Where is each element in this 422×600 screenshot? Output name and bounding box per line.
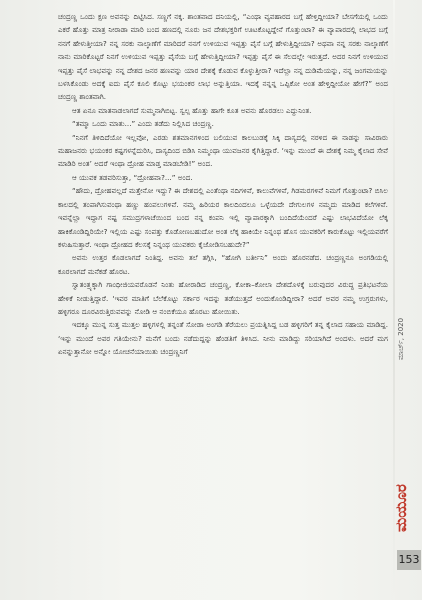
issue-date: ಮಾರ್ಚ್, 2020 <box>397 317 405 360</box>
paragraph-3: “ತಮ್ಮಾ ಒಂದು ಮಾತು...” ಎಂದು ತಡೆದು ನಿಲ್ಲಿಸಿದ ಚಂದ್ರಣ್ಣ. <box>72 119 214 129</box>
magazine-logo: ಮಯೂರ <box>392 484 410 532</box>
paragraph-5: ಆ ಯುವಕ ತಡವರಿಸುತ್ತಾ, “ದ್ರೋಹವಾ?...” ಅಂದ. <box>72 172 193 182</box>
paragraph-2: ಆತ ಏನೂ ಮಾತನಾಡಲಾಗದೆ ಸುಮ್ಮನಾಗಿಬಿಟ್ಟ. ಸ್ವಲ್ಪ ಹೊತ್ತು ಹಾಗೇ ಕೂತ ಅವನು ಹೊರಡಲು ಎದ್ದುನಿಂತ. <box>72 105 312 115</box>
paragraph-9: ಇದಕ್ಕೂ ಮುನ್ನ ಸುತ್ತ ಮುತ್ತಲ ಹಳ್ಳಿಗಳಲ್ಲಿ ತನ್ನಂತೆ ಸೋಡಾ ಅಂಗಡಿ ತೆರೆಯಲು ಪ್ರಯತ್ನಿಸಿದ್ದ ಬಡ ಹಳ್ಳಿಗರಿಗೆ ತನ್ನ ಕೈಲಾದ ಸಹಾಯ ಮಾಡಿದ್ದ. ‘ಇನ್ನು ಮುಂದೆ ಅವರ ಗತಿಯೇನು? ಮನೆಗೆ ಬಂದು ನಡೆದುದ್ದನ್ನು ಹೆಂಡತಿಗೆ ತಿಳಿಸಿದ. ನೀನು ಮಾಡಿದ್ದು ಸರಿಯಾಗಿದೆ ಅಂದಳು. ಅದರೆ ಮಗ ಏನನ್ನುತ್ತಾನೋ ಅನ್ನೋ ಯೋಚನೆಯಾಯಿತು ಚಂದ್ರಣ್ಣನಿಗೆ <box>58 320 388 357</box>
paragraph-7: ಅವನು ಉತ್ತರ ಕೊಡಲಾಗದೆ ನಿಂತಿದ್ದ. ಅವನು ತಲೆ ತಗ್ಗಿಸಿ, “ಹೋಗಿ ಬರ್ತೀನಿ” ಅಂದು ಹೊರನಡೆದ. ಚಂದ್ರಣ್ಣನೂ ಅಂಗಡಿಯಲ್ಲಿ ಕೂರಲಾಗದೆ ಮನೆಕಡೆ ಹೊರಟ. <box>58 253 388 276</box>
paragraph-6: “ಹೌದು, ದ್ರೋಹವಲ್ಲದೆ ಮತ್ತೇನೋ ಇದ್ದು? ಈ ದೇಶದಲ್ಲಿ ಎಂತೆಂಥಾ ನದಿಗಳಿವೆ, ಕಾಲುವೆಗಳಿವೆ, ಗಿಡಮರಗಳಿವೆ ನಿಮಗೆ ಗೊತ್ತುಂಟಾ? ಬಿಸಿಲ ಕಾಲದಲ್ಲಿ ತಂಪಾಗಿಸುವಂಥಾ ಹಣ್ಣು ಹಂಪಲುಗಳಿವೆ. ನಮ್ಮ ಹಿರಿಯರ ಕಾಲದಿಂದಲೂ ಒಳ್ಳೆಯದೇ ದೇಗುಲಗಳ ನಮ್ಮದು ಮಾಡಿದ ಕಲೆಗಳಿವೆ. ಇವನ್ನೆಲ್ಲಾ ಇದ್ದಾಗ ನಷ್ಟ ಸಮುದ್ರಗಳಾಚೆಯಿಂದ ಬಂದ ನನ್ನ ಕಂಪನಿ ಇಲ್ಲಿ ವ್ಯಾಪಾರಕ್ಕಾಗಿ ಬಂದಿದೆಯೆಂದರೆ ಎಷ್ಟು ಲಾಭವಿದೆಯೋ ಲೆಕ್ಕ ಹಾಕಿಕೊಂಡಿದ್ದಿರಿಯೇ? ಇಲ್ಲಿಯ ಎಷ್ಟು ಸಂಪತ್ತು ಕೊಡೋಣಬಹುದೋ ಅಂತ ಲೆಕ್ಕ ಹಾಕಿಯೇ ನಿನ್ನಂಥ ಹೊಸ ಯುವಕರಿಗೆ ಕಾರುಕೊಟ್ಟು ಇಲ್ಲಿಯವರೆಗೆ ಕಳುಹಿಸುತ್ತಾರೆ. ಇಂಥಾ ದ್ರೋಹದ ಕೆಲಸಕ್ಕೆ ನಿನ್ನಂಥ ಯುವಕರು ಕೈಜೋಡಿಸಬಹುದೇ?” <box>58 186 388 249</box>
paragraph-4: “ನಿನಗೆ ತಿಳಿದಿದೆಯೋ ಇಲ್ಲವೋ, ಎರಡು ಶತಮಾನಗಳಿಂದ ಬಲಿಯುವ ಕಾಲಬುಡಕ್ಕೆ ಸಿಕ್ಕಿ ದಾಸ್ಯದಲ್ಲಿ ನರಳಿದ ಈ ನಾಡನ್ನು ಸಾವಿರಾರು ಮಹಾಜನರು ಭಯಂಕರ ಕಷ್ಟಗಳನ್ನೆದುರಿಸಿ, ದಾಸ್ಯದಿಂದ ಬಿಡಿಸಿ ನಿಮ್ಮಂಥಾ ಯುವಜನರ ಕೈಗಿತ್ತಿದ್ದಾರೆ. ‘ಇನ್ನು ಮುಂದೆ ಈ ದೇಶಕ್ಕೆ ನಿಮ್ಮ ಕೈಲಾದ ಸೇವೆ ಮಾಡಿರಿ ಅಂತ’ ಅದರೆ ಇಂಥಾ ದ್ರೋಹ ಮಾಡ್ತ ಮಾಡಬೇಡಿ!” ಅಂದ. <box>58 132 388 169</box>
page-number: 153 <box>397 550 421 570</box>
article-column <box>58 10 388 359</box>
paragraph-1: ಚಂದ್ರಣ್ಣ ಒಂದು ಕ್ಷಣ ಅವನನ್ನು ದಿಟ್ಟಿಸಿದ. ಸಣ್ಣಗೆ ನಕ್ಕ. ಶಾಂತವಾದ ದನಿಯಲ್ಲಿ, “ಎಂಥಾ ವ್ಯವಹಾರದ ಬಗ್ಗೆ ಹೇಳ್ತಿದ್ದೀಯಾ? ಬೇಸಗೆಯಲ್ಲಿ ಒಂದು ಎಕರೆ ಹೊತ್ತು ಮಾತ್ರ ನೀರಾಡಾ ಮಾರಿ ಬಂದ ಹಣದಲ್ಲಿ ನೂರು ಜನ ದೇಶಭಕ್ತರಿಗೆ ಊಟಕೊಟ್ಟದ್ದೇನೆ ಗೊತ್ತುಂಟಾ? ಈ ವ್ಯಾಪಾರದಲ್ಲಿ ಲಾಭದ ಬಗ್ಗೆ ನನಗೆ ಹೇಳುತ್ತೀಯಾ? ನನ್ನ ಸರಕು ನಾಲ್ಕಾಣೆಗೆ ಮಾರಿದರೆ ನನಗೆ ಉಳಿಯುವ ಇಪ್ಪತ್ತು ಪೈಸೆ ಬಗ್ಗೆ ಹೇಳುತ್ತಿದ್ದೀಯಾ? ಅಥವಾ ನನ್ನ ಸರಕು ನಾಲ್ಕಾಣೆಗೆ ನಾನು ಮಾರಿಕೊಟ್ಟರೆ ನಿನಗೆ ಉಳಿಯುವ ಇಪ್ಪತ್ತು ಪೈಸೆಯ ಬಗ್ಗೆ ಹೇಳುತ್ತಿದ್ದೀಯಾ? ಇಪ್ಪತ್ತು ಪೈಸೆ ಈ ಸೆಲದಲ್ಲೇ ಇರುತ್ತದೆ. ಅದರ ನಿನಗೆ ಉಳಿಯುವ ಇಪ್ಪತ್ತು ಪೈಸೆ ಲಾಭವನ್ನು ನನ್ನ ದೇಶದ ಜನರ ಹಣವನ್ನು ಯಾರ ದೇಶಕ್ಕೆ ಕೊಡುವ ಕೊಳ್ಳುತ್ತೀರಾ? ಇದೆಲ್ಲಾ ನನ್ನ ದುಡಿಮೆಯನ್ನು, ನನ್ನ ಜಂಗಮಯನ್ನು ಬಳಸಿಕೊಂಡು ಅದಕ್ಕೆ ಐದು ಪೈಸೆ ಕೂಲಿ ಕೊಟ್ಟು ಭಯಂಕರ ಲಾಭ ಅನ್ನುತ್ತಿಯಾ. ಇದಕ್ಕೆ ನನ್ನನ್ನ ಒಪ್ಪಿಕೋ ಅಂತ ಹೇಳ್ತಿದ್ದೀಯೋ ಹೇಗೆ?” ಅಂದ ಚಂದ್ರಣ್ಣ ಶಾಂತವಾಗಿ. <box>58 12 388 102</box>
paragraph-8: ಸ್ವಾತಂತ್ರ್ಯಕ್ಕಾಗಿ ಗಾಂಧೀಜಿಯವರೊಡನೆ ನಿಂತು ಹೋರಾಡಿದ ಚಂದ್ರಣ್ಣ, ಕೋಕಾ–ಕೋಲಾ ದೇಶದೊಳಕ್ಕೆ ಬರುವುದರ ವಿರುದ್ಧ ಪ್ರತಿಭಟನೆಯ ಹೇಳಿಕೆ ನೀಡುತ್ತಿದ್ದಾರೆ. ‘ಇವರ ಮಾತಿಗೆ ಬೆಲೆಕೊಟ್ಟು ಸರ್ಕಾರ ಇದನ್ನು ತಡೆಯುತ್ತದೆ ಅಂದುಕೊಂಡಿದ್ದೀರಾ? ಅದರೆ ಅವರ ನಮ್ಮ ಉಗ್ರರುಗಳು, ಹಳ್ಳಿಗರೂ ದೂರವಿರುತ್ತಿರುವವನ್ನು ನೋಡಿ ಆ ನಂಬಿಕೆಯೂ ಹೊರಟು ಹೋಯಿತು. <box>58 280 388 316</box>
